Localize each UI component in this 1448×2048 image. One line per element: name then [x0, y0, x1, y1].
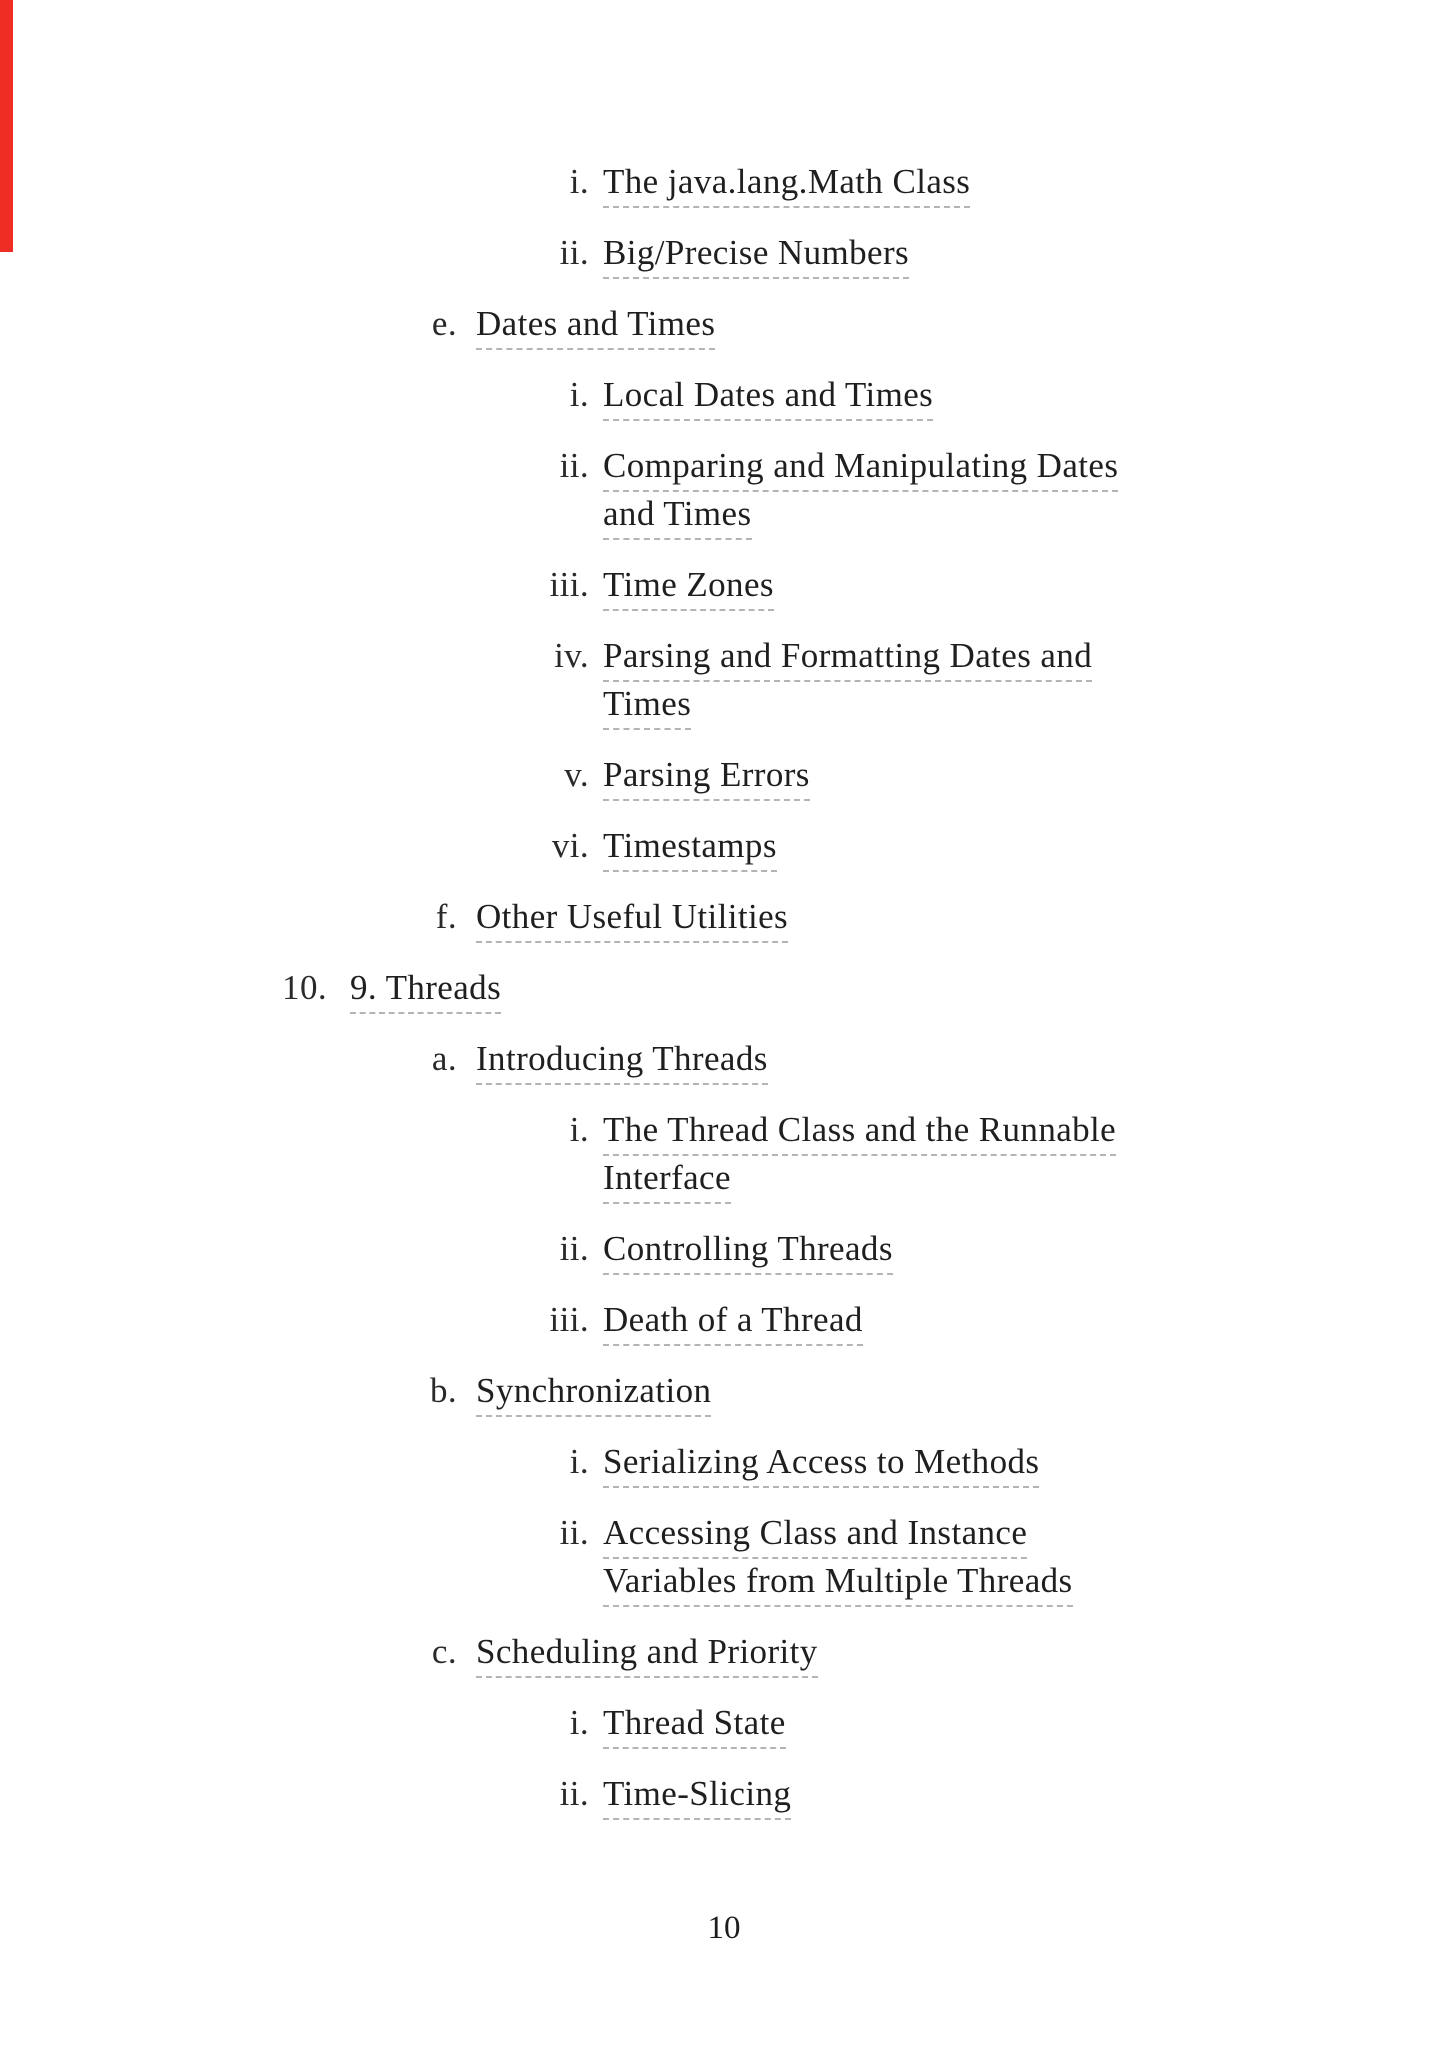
toc-item-text: [476, 1035, 1448, 1083]
toc-link-line: [476, 1035, 1358, 1083]
toc-item-text: [476, 1367, 1448, 1415]
toc-link[interactable]: [603, 1296, 1358, 1344]
toc-link[interactable]: [603, 1770, 1358, 1818]
toc-link-line: [603, 442, 1358, 490]
toc-item: [0, 1367, 1448, 1415]
toc-link-line-text: Dates and Times: [476, 304, 715, 350]
toc-item-marker: i.: [569, 1703, 589, 1742]
toc-item-marker: 10.: [282, 968, 327, 1007]
toc-item-text: [603, 1699, 1448, 1747]
toc-link[interactable]: [476, 893, 1358, 941]
toc-item-marker: e.: [431, 304, 457, 343]
toc-link[interactable]: [603, 1509, 1358, 1605]
toc-item-marker: iii.: [549, 1300, 589, 1339]
toc-link-line: [476, 300, 1358, 348]
toc-link-line-text: Variables from Multiple Threads: [603, 1561, 1073, 1607]
toc-link-line: [603, 1154, 1358, 1202]
toc-link-line-text: Introducing Threads: [476, 1039, 768, 1085]
toc-item-text: [603, 1438, 1448, 1486]
toc-item: [0, 822, 1448, 870]
toc-link-line: [603, 1770, 1358, 1818]
toc-item: [0, 964, 1448, 1012]
toc-link[interactable]: [603, 822, 1358, 870]
toc-link-line: [476, 893, 1358, 941]
toc-item-marker: i.: [569, 162, 589, 201]
toc-item: [0, 1035, 1448, 1083]
toc-item-marker: ii.: [559, 1774, 589, 1813]
toc-item-marker: a.: [431, 1039, 457, 1078]
toc-link-line-text: Time Zones: [603, 565, 774, 611]
toc-item-marker: iii.: [549, 565, 589, 604]
toc-link-line-text: Death of a Thread: [603, 1300, 863, 1346]
toc-link-line-text: Parsing Errors: [603, 755, 810, 801]
toc-link[interactable]: [476, 1628, 1358, 1676]
toc-item: [0, 1296, 1448, 1344]
toc-link-line: [603, 680, 1358, 728]
toc-link[interactable]: [603, 229, 1358, 277]
toc-item: [0, 158, 1448, 206]
toc-item-marker: i.: [569, 375, 589, 414]
toc-link[interactable]: [476, 1035, 1358, 1083]
toc-item: [0, 561, 1448, 609]
page-number: 10: [707, 1910, 741, 1946]
toc-link[interactable]: [603, 1106, 1358, 1202]
toc-item-text: [603, 561, 1448, 609]
toc-link-line: [603, 158, 1358, 206]
toc-link[interactable]: [350, 964, 1358, 1012]
toc-link[interactable]: [603, 1699, 1358, 1747]
toc-link-line-text: The Thread Class and the Runnable: [603, 1110, 1116, 1156]
toc-link-line-text: Controlling Threads: [603, 1229, 893, 1275]
toc-item: [0, 751, 1448, 799]
toc-item-marker: i.: [569, 1110, 589, 1149]
toc-item: [0, 1628, 1448, 1676]
toc-link-line-text: Local Dates and Times: [603, 375, 933, 421]
toc-link-line-text: Interface: [603, 1158, 731, 1204]
toc-item: [0, 1699, 1448, 1747]
toc-item: [0, 1509, 1448, 1605]
toc-link-line: [603, 632, 1358, 680]
toc-link-line: [350, 964, 1358, 1012]
toc-item-marker: iv.: [554, 636, 589, 675]
toc-item: [0, 1225, 1448, 1273]
toc-link-line: [603, 1509, 1358, 1557]
toc-link-line: [603, 1225, 1358, 1273]
toc-link-line: [603, 1106, 1358, 1154]
toc-item-marker: ii.: [559, 446, 589, 485]
toc-link[interactable]: [603, 632, 1358, 728]
toc-link[interactable]: [476, 1367, 1358, 1415]
toc-link-line: [603, 561, 1358, 609]
toc-item: [0, 1770, 1448, 1818]
toc-item-text: [603, 1770, 1448, 1818]
toc-link-line-text: Big/Precise Numbers: [603, 233, 909, 279]
toc-link[interactable]: [603, 561, 1358, 609]
toc-link[interactable]: [476, 300, 1358, 348]
toc-item-text: [603, 1296, 1448, 1344]
toc-link-line-text: Other Useful Utilities: [476, 897, 788, 943]
toc-link-line: [476, 1367, 1358, 1415]
toc-link-line-text: Timestamps: [603, 826, 777, 872]
toc-item: [0, 1106, 1448, 1202]
toc-link-line-text: Parsing and Formatting Dates and: [603, 636, 1092, 682]
toc-item: [0, 1438, 1448, 1486]
toc-link[interactable]: [603, 1225, 1358, 1273]
toc-item-marker: f.: [435, 897, 457, 936]
toc-item-marker: vi.: [551, 826, 589, 865]
toc-item-text: [603, 1225, 1448, 1273]
toc-item-text: [476, 1628, 1448, 1676]
toc-link-line: [603, 1438, 1358, 1486]
toc-link-line: [603, 751, 1358, 799]
toc-link-line: [603, 1296, 1358, 1344]
toc-item: [0, 893, 1448, 941]
toc-link-line-text: Times: [603, 684, 691, 730]
toc-link-line-text: 9. Threads: [350, 968, 501, 1014]
toc-link-line: [603, 490, 1358, 538]
toc-item-marker: v.: [564, 755, 589, 794]
toc-item-text: [350, 964, 1448, 1012]
toc-link[interactable]: [603, 1438, 1358, 1486]
toc-link-line: [476, 1628, 1358, 1676]
toc-link-line: [603, 1699, 1358, 1747]
toc-item-text: [476, 893, 1448, 941]
toc-item: [0, 229, 1448, 277]
toc-link[interactable]: [603, 371, 1358, 419]
toc-link-line: [603, 822, 1358, 870]
toc-item-marker: ii.: [559, 1513, 589, 1552]
toc-item-marker: c.: [431, 1632, 457, 1671]
toc-item-text: [603, 1106, 1448, 1202]
toc-link[interactable]: [603, 442, 1358, 538]
toc-item-text: [603, 158, 1448, 206]
toc-link-line: [603, 1557, 1358, 1605]
toc-item-text: [603, 751, 1448, 799]
toc-link-line: [603, 229, 1358, 277]
toc-link-line-text: Comparing and Manipulating Dates: [603, 446, 1118, 492]
toc-item: [0, 300, 1448, 348]
toc-item-text: [476, 300, 1448, 348]
toc-link-line-text: Serializing Access to Methods: [603, 1442, 1039, 1488]
toc-link-line-text: The java.lang.Math Class: [603, 162, 970, 208]
toc-item-text: [603, 822, 1448, 870]
toc-item-text: [603, 442, 1448, 538]
toc-item-text: [603, 229, 1448, 277]
toc-item-text: [603, 371, 1448, 419]
toc-item-marker: i.: [569, 1442, 589, 1481]
toc-item: [0, 442, 1448, 538]
toc-item-marker: b.: [429, 1371, 457, 1410]
toc-link-line-text: Scheduling and Priority: [476, 1632, 818, 1678]
toc-link-line-text: Thread State: [603, 1703, 786, 1749]
toc-item-text: [603, 1509, 1448, 1605]
toc-link[interactable]: [603, 158, 1358, 206]
toc-link-line-text: and Times: [603, 494, 752, 540]
toc-item: [0, 371, 1448, 419]
toc-item-marker: ii.: [559, 233, 589, 272]
toc-item-text: [603, 632, 1448, 728]
toc-item: [0, 632, 1448, 728]
toc-link-line-text: Synchronization: [476, 1371, 711, 1417]
toc-item-marker: ii.: [559, 1229, 589, 1268]
toc-link-line: [603, 371, 1358, 419]
toc-link[interactable]: [603, 751, 1358, 799]
toc-link-line-text: Time-Slicing: [603, 1774, 791, 1820]
toc-link-line-text: Accessing Class and Instance: [603, 1513, 1027, 1559]
